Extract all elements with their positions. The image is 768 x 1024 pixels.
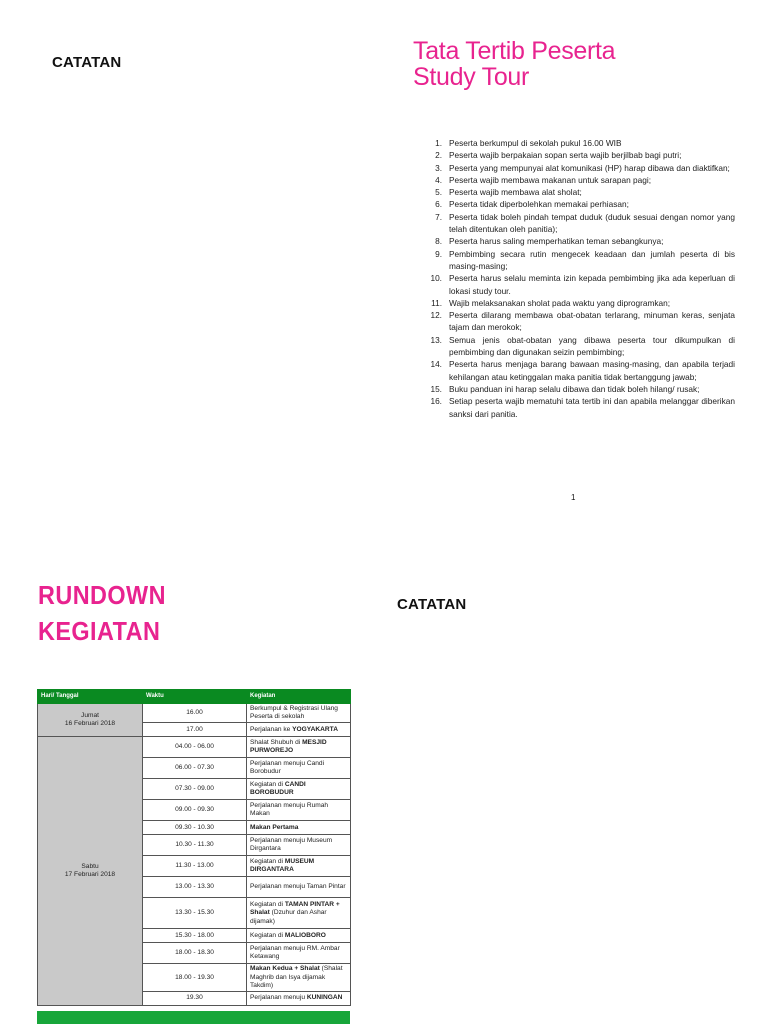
activity-cell: [247, 898, 351, 929]
activity-text-pre: Perjalanan menuju: [250, 994, 307, 1002]
title-line-1: Tata Tertib Peserta: [413, 37, 616, 65]
rule-text: Pembimbing secara rutin mengecek keadaan dan jumlah peserta di bis masing-masing;: [449, 248, 735, 271]
activity-text-pre: Perjalanan ke: [250, 725, 293, 733]
activity-text-pre: Perjalanan menuju Taman Pintar: [250, 883, 346, 891]
header-activity: Kegiatan: [247, 690, 351, 704]
rule-number: 11.: [431, 297, 442, 308]
rule-number: 7.: [435, 211, 442, 222]
rule-item: [420, 272, 735, 297]
rule-item: [420, 309, 735, 334]
activity-cell: [247, 992, 351, 1006]
rule-item: [420, 358, 735, 383]
activity-text-bold: Makan Pertama: [250, 823, 299, 831]
rule-text: Wajib melaksanakan sholat pada waktu yang diprogramkan;: [449, 297, 671, 308]
rule-text: Peserta berkumpul di sekolah pukul 16.00 WIB: [449, 138, 622, 148]
day-label: 17 Februari 2018: [64, 871, 116, 879]
rule-number: 8.: [435, 236, 442, 247]
rule-item: [420, 149, 735, 161]
rule-text: Peserta wajib membawa alat sholat;: [449, 187, 582, 198]
time-cell: 10.30 - 11.30: [143, 835, 247, 856]
rule-text: Peserta dilarang membawa obat-obatan terlarang, minuman keras, senjata tajam dan merokok;: [449, 310, 735, 333]
activity-text-pre: Kegiatan di: [250, 781, 285, 789]
rule-number: 14.: [430, 359, 442, 370]
page-title: [413, 38, 615, 90]
time-cell: 15.30 - 18.00: [143, 929, 247, 943]
rule-number: 4.: [435, 174, 442, 185]
activity-cell: [247, 943, 351, 964]
time-cell: 16.00: [143, 704, 247, 723]
activity-text-pre: Perjalanan menuju Museum Dirgantara: [250, 837, 333, 853]
rundown-title: [38, 577, 166, 649]
time-cell: 09.30 - 10.30: [143, 821, 247, 835]
rule-text: Semua jenis obat-obatan yang dibawa peserta tour dikumpulkan di pembimbing dan digunakan seizin pembimbing;: [449, 334, 735, 358]
rules-list: [420, 137, 735, 420]
time-cell: 06.00 - 07.30: [143, 758, 247, 779]
rule-number: 15.: [430, 383, 442, 394]
time-cell: 13.30 - 15.30: [143, 898, 247, 929]
activity-cell: [247, 723, 351, 737]
table-header-row: [38, 690, 351, 704]
rule-number: 3.: [435, 162, 442, 173]
day-label: Sabtu: [81, 863, 99, 870]
rule-number: 12.: [430, 310, 442, 321]
time-cell: 18.00 - 18.30: [143, 943, 247, 964]
activity-cell: [247, 835, 351, 856]
activity-text-pre: Perjalanan menuju RM. Ambar Ketawang: [250, 945, 340, 961]
activity-text-pre: Shalat Shubuh di: [250, 739, 303, 747]
rule-number: 5.: [435, 187, 442, 198]
rule-number: 9.: [435, 248, 442, 259]
header-date: Hari/ Tanggal: [38, 690, 143, 704]
day-cell: [38, 737, 143, 1006]
rule-text: Peserta wajib berpakaian sopan serta wajib berjilbab bagi putri;: [449, 150, 682, 161]
rule-item: [420, 297, 735, 309]
rule-text: Peserta harus saling memperhatikan teman sebangkunya;: [449, 236, 664, 247]
day-cell: [38, 704, 143, 737]
page-number: 1: [571, 493, 576, 502]
activity-text-pre: Perjalanan menuju Rumah Makan: [250, 802, 329, 818]
activity-text-pre: Perjalanan menuju Candi Borobudur: [250, 760, 325, 776]
activity-cell: [247, 821, 351, 835]
activity-text-post: (Shalat Maghrib dan Isya dijamak Takdim): [250, 965, 343, 989]
rule-text: Peserta yang mempunyai alat komunikasi (HP) harap dibawa dan diaktifkan;: [449, 162, 730, 173]
catatan-heading-right: CATATAN: [397, 596, 467, 613]
rule-text: Peserta harus menjaga barang bawaan masing-masing, dan apabila terjadi kehilangan atau ketinggalan maka panitia tidak bertanggung jawab;: [449, 359, 735, 382]
rule-item: [420, 395, 735, 420]
activity-cell: [247, 964, 351, 992]
table-footer-bar: [37, 1011, 350, 1024]
activity-text-pre: Berkumpul & Registrasi Ulang Peserta di sekolah: [250, 705, 338, 721]
header-time: Waktu: [143, 690, 247, 704]
title-line-2: Study Tour: [413, 63, 530, 91]
rule-number: 16.: [430, 396, 442, 407]
activity-text-bold: CANDI BOROBUDUR: [250, 781, 306, 797]
time-cell: 04.00 - 06.00: [143, 737, 247, 758]
activity-cell: [247, 929, 351, 943]
activity-text-pre: Kegiatan di: [250, 901, 285, 909]
activity-cell: [247, 704, 351, 723]
table-row: [38, 704, 351, 723]
time-cell: 11.30 - 13.00: [143, 856, 247, 877]
activity-text-bold: YOGYAKARTA: [292, 725, 338, 733]
rule-number: 1.: [435, 138, 442, 148]
activity-text-bold: Makan Kedua + Shalat: [250, 965, 320, 973]
table-row: [38, 737, 351, 758]
rule-number: 13.: [430, 334, 442, 345]
rule-item: [420, 137, 735, 149]
time-cell: 13.00 - 13.30: [143, 877, 247, 898]
activity-text-bold: MALIOBORO: [284, 931, 326, 939]
activity-text-bold: MUSEUM DIRGANTARA: [250, 858, 315, 874]
activity-text-bold: KUNINGAN: [306, 994, 343, 1002]
time-cell: 07.30 - 09.00: [143, 779, 247, 800]
activity-text-pre: Kegiatan di: [250, 931, 285, 939]
activity-cell: [247, 877, 351, 898]
activity-cell: [247, 800, 351, 821]
activity-cell: [247, 856, 351, 877]
day-label: Jumat: [81, 712, 99, 719]
rundown-title-line-2: KEGIATAN: [38, 616, 161, 646]
activity-cell: [247, 758, 351, 779]
rule-item: [420, 198, 735, 210]
rule-text: Peserta tidak boleh pindah tempat duduk (duduk sesuai dengan nomor yang telah ditentukan oleh panitia);: [449, 211, 735, 235]
rundown-table: [37, 689, 351, 1006]
rule-text: Peserta tidak diperbolehkan memakai perhiasan;: [449, 199, 629, 210]
rule-item: [420, 174, 735, 186]
rule-number: 2.: [435, 150, 442, 161]
rule-number: 6.: [435, 199, 442, 210]
day-label: 16 Februari 2018: [64, 720, 116, 728]
rule-item: [420, 211, 735, 236]
time-cell: 19.30: [143, 992, 247, 1006]
activity-text-post: (Dzuhur dan Ashar dijamak): [250, 909, 327, 925]
rule-text: Setiap peserta wajib mematuhi tata tertib ini dan apabila melanggar diberikan sanksi dari panitia.: [449, 396, 735, 419]
catatan-heading-left: CATATAN: [52, 54, 122, 71]
rule-text: Peserta wajib membawa makanan untuk sarapan pagi;: [449, 174, 652, 185]
activity-text-bold: MESJID PURWOREJO: [250, 739, 327, 755]
rule-item: [420, 235, 735, 247]
activity-cell: [247, 779, 351, 800]
time-cell: 09.00 - 09.30: [143, 800, 247, 821]
activity-text-bold: TAMAN PINTAR + Shalat: [250, 901, 340, 917]
rundown-title-line-1: RUNDOWN: [38, 580, 166, 610]
rule-item: [420, 383, 735, 395]
activity-text-pre: Kegiatan di: [250, 858, 285, 866]
rule-item: [420, 162, 735, 174]
rule-number: 10.: [430, 273, 442, 284]
rule-item: [420, 248, 735, 273]
rule-item: [420, 334, 735, 359]
rule-text: Buku panduan ini harap selalu dibawa dan tidak boleh hilang/ rusak;: [449, 383, 700, 394]
rule-item: [420, 186, 735, 198]
rule-text: Peserta harus selalu meminta izin kepada pembimbing jika ada keperluan di lokasi study tour.: [449, 273, 735, 296]
activity-cell: [247, 737, 351, 758]
time-cell: 18.00 - 19.30: [143, 964, 247, 992]
time-cell: 17.00: [143, 723, 247, 737]
